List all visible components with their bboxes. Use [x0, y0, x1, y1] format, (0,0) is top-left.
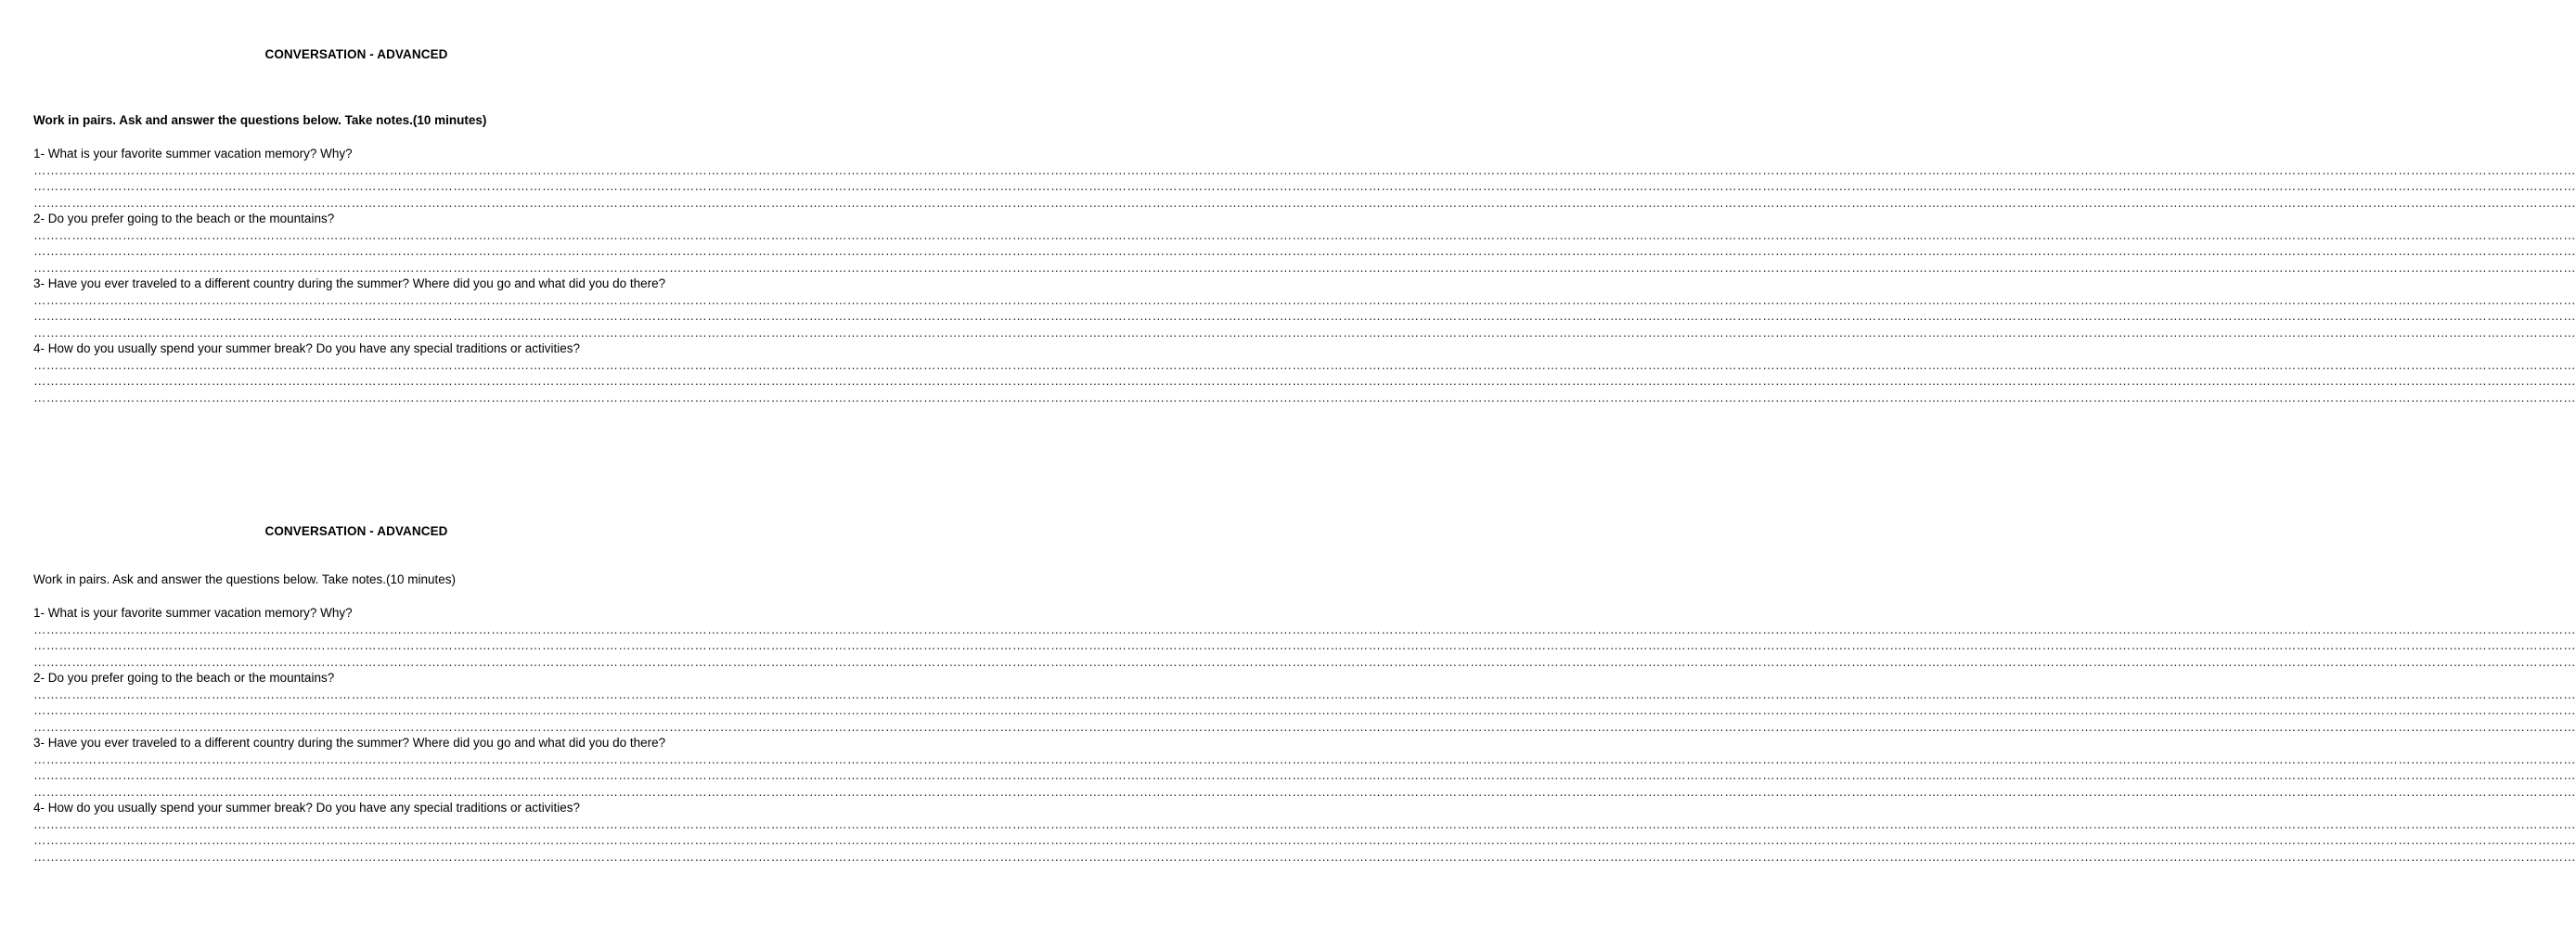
answer-line[interactable]: …………………………………………………………………………………………………………………………………………………………………………………………………………………………………………………………………………………………………………………………………………………………………………………………………………………………………………………………………………………………………………………………………………………… [33, 325, 2576, 340]
question-text: 4- How do you usually spend your summer break? Do you have any special traditions or activities? [33, 341, 581, 355]
question-text: 3- Have you ever traveled to a different country during the summer? Where did you go and what did you do there? [33, 276, 666, 290]
question-2 [33, 211, 2576, 276]
answer-line[interactable]: …………………………………………………………………………………………………………………………………………………………………………………………………………………………………………………………………………………………………………………………………………………………………………………………………………………………………………………………………………………………………………………………………………………… [33, 374, 2576, 388]
question-3 [33, 735, 2576, 800]
question-list [33, 605, 2576, 865]
answer-line[interactable]: …………………………………………………………………………………………………………………………………………………………………………………………………………………………………………………………………………………………………………………………………………………………………………………………………………………………………………………………………………………………………………………………………………………… [33, 784, 2576, 799]
answer-line[interactable]: …………………………………………………………………………………………………………………………………………………………………………………………………………………………………………………………………………………………………………………………………………………………………………………………………………………………………………………………………………………………………………………………………………………… [33, 227, 2576, 242]
question-text: 2- Do you prefer going to the beach or the mountains? [33, 671, 335, 685]
answer-line[interactable]: …………………………………………………………………………………………………………………………………………………………………………………………………………………………………………………………………………………………………………………………………………………………………………………………………………………………………………………………………………………………………………………………………………………… [33, 654, 2576, 669]
question-text: 4- How do you usually spend your summer break? Do you have any special traditions or activities? [33, 801, 581, 815]
question-2 [33, 670, 2576, 735]
answer-line[interactable]: …………………………………………………………………………………………………………………………………………………………………………………………………………………………………………………………………………………………………………………………………………………………………………………………………………………………………………………………………………………………………………………………………………………… [33, 622, 2576, 636]
answer-line[interactable]: …………………………………………………………………………………………………………………………………………………………………………………………………………………………………………………………………………………………………………………………………………………………………………………………………………………………………………………………………………………………………………………………………………………… [33, 638, 2576, 652]
question-text: 1- What is your favorite summer vacation memory? Why? [33, 606, 353, 620]
answer-line[interactable]: …………………………………………………………………………………………………………………………………………………………………………………………………………………………………………………………………………………………………………………………………………………………………………………………………………………………………………………………………………………………………………………………………………………… [33, 162, 2576, 177]
question-3 [33, 276, 2576, 340]
question-1 [33, 605, 2576, 670]
question-4 [33, 340, 2576, 405]
answer-line[interactable]: …………………………………………………………………………………………………………………………………………………………………………………………………………………………………………………………………………………………………………………………………………………………………………………………………………………………………………………………………………………………………………………………………………………… [33, 816, 2576, 831]
answer-line[interactable]: …………………………………………………………………………………………………………………………………………………………………………………………………………………………………………………………………………………………………………………………………………………………………………………………………………………………………………………………………………………………………………………………………………………… [33, 292, 2576, 307]
question-1 [33, 146, 2576, 211]
answer-line[interactable]: …………………………………………………………………………………………………………………………………………………………………………………………………………………………………………………………………………………………………………………………………………………………………………………………………………………………………………………………………………………………………………………………………………………… [33, 357, 2576, 372]
worksheet-title: CONVERSATION - ADVANCED [264, 524, 448, 538]
answer-line[interactable]: …………………………………………………………………………………………………………………………………………………………………………………………………………………………………………………………………………………………………………………………………………………………………………………………………………………………………………………………………………………………………………………………………………………… [33, 703, 2576, 717]
question-text: 1- What is your favorite summer vacation memory? Why? [33, 147, 353, 160]
question-4 [33, 800, 2576, 865]
question-text: 3- Have you ever traveled to a different country during the summer? Where did you go and what did you do there? [33, 736, 666, 750]
answer-line[interactable]: …………………………………………………………………………………………………………………………………………………………………………………………………………………………………………………………………………………………………………………………………………………………………………………………………………………………………………………………………………………………………………………………………………………… [33, 244, 2576, 258]
answer-line[interactable]: …………………………………………………………………………………………………………………………………………………………………………………………………………………………………………………………………………………………………………………………………………………………………………………………………………………………………………………………………………………………………………………………………………………… [33, 390, 2576, 404]
instructions: Work in pairs. Ask and answer the questions below. Take notes.(10 minutes) [33, 572, 456, 586]
answer-line[interactable]: …………………………………………………………………………………………………………………………………………………………………………………………………………………………………………………………………………………………………………………………………………………………………………………………………………………………………………………………………………………………………………………………………………………… [33, 849, 2576, 864]
answer-line[interactable]: …………………………………………………………………………………………………………………………………………………………………………………………………………………………………………………………………………………………………………………………………………………………………………………………………………………………………………………………………………………………………………………………………………………… [33, 768, 2576, 782]
answer-line[interactable]: …………………………………………………………………………………………………………………………………………………………………………………………………………………………………………………………………………………………………………………………………………………………………………………………………………………………………………………………………………………………………………………………………………………… [33, 833, 2576, 847]
worksheet-title: CONVERSATION - ADVANCED [264, 47, 448, 61]
answer-line[interactable]: …………………………………………………………………………………………………………………………………………………………………………………………………………………………………………………………………………………………………………………………………………………………………………………………………………………………………………………………………………………………………………………………………………………… [33, 260, 2576, 275]
answer-line[interactable]: …………………………………………………………………………………………………………………………………………………………………………………………………………………………………………………………………………………………………………………………………………………………………………………………………………………………………………………………………………………………………………………………………………………… [33, 751, 2576, 766]
answer-line[interactable]: …………………………………………………………………………………………………………………………………………………………………………………………………………………………………………………………………………………………………………………………………………………………………………………………………………………………………………………………………………………………………………………………………………………… [33, 309, 2576, 323]
question-text: 2- Do you prefer going to the beach or the mountains? [33, 212, 335, 225]
answer-line[interactable]: …………………………………………………………………………………………………………………………………………………………………………………………………………………………………………………………………………………………………………………………………………………………………………………………………………………………………………………………………………………………………………………………………………………… [33, 195, 2576, 210]
instructions: Work in pairs. Ask and answer the questions below. Take notes.(10 minutes) [33, 113, 487, 127]
question-list [33, 146, 2576, 405]
answer-line[interactable]: …………………………………………………………………………………………………………………………………………………………………………………………………………………………………………………………………………………………………………………………………………………………………………………………………………………………………………………………………………………………………………………………………………………… [33, 179, 2576, 193]
answer-line[interactable]: …………………………………………………………………………………………………………………………………………………………………………………………………………………………………………………………………………………………………………………………………………………………………………………………………………………………………………………………………………………………………………………………………………………… [33, 687, 2576, 701]
answer-line[interactable]: …………………………………………………………………………………………………………………………………………………………………………………………………………………………………………………………………………………………………………………………………………………………………………………………………………………………………………………………………………………………………………………………………………………… [33, 719, 2576, 734]
